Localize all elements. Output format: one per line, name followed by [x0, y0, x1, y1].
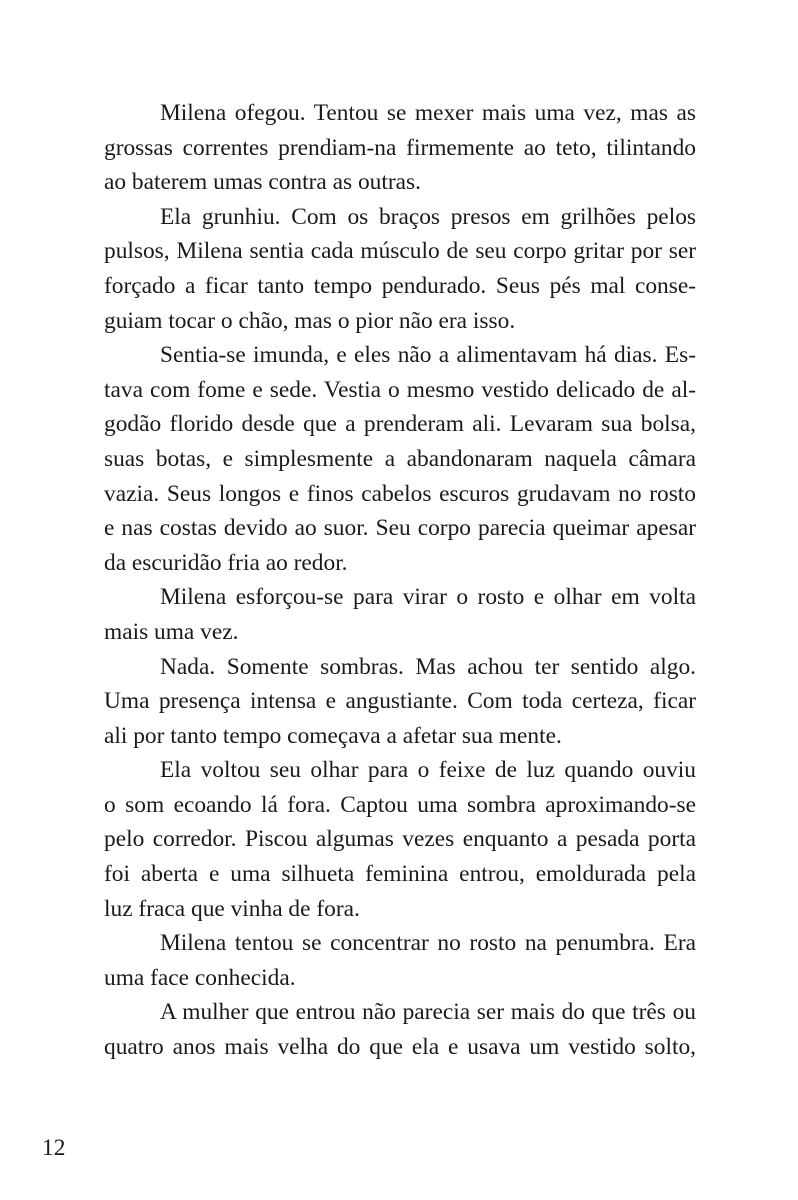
text-line: Uma presença intensa e angustiante. Com toda certeza, ficar [104, 688, 696, 715]
text-line: mais uma vez. [104, 618, 239, 645]
text-line: foi aberta e uma silhueta feminina entrou, emoldurada pela [104, 861, 696, 888]
text-line: quatro anos mais velha do que ela e usava um vestido solto, [104, 1034, 696, 1061]
text-line: o som ecoando lá fora. Captou uma sombra aproximando-se [104, 791, 696, 818]
text-line: pelo corredor. Piscou algumas vezes enquanto a pesada porta [104, 826, 696, 853]
text-line: Milena ofegou. Tentou se mexer mais uma vez, mas as [160, 100, 696, 126]
page-number: 12 [42, 1135, 66, 1161]
text-line: uma face conhecida. [104, 964, 296, 991]
text-line: vazia. Seus longos e finos cabelos escuros grudavam no rosto [104, 480, 696, 507]
text-line: Milena esforçou-se para virar o rosto e olhar em volta [160, 584, 696, 611]
text-line: ao baterem umas contra as outras. [104, 169, 421, 196]
text-line: guiam tocar o chão, mas o pior não era isso. [104, 307, 516, 334]
text-line: pulsos, Milena sentia cada músculo de seu corpo gritar por ser [104, 238, 696, 265]
text-line: suas botas, e simplesmente a abandonaram naquela câmara [104, 445, 696, 472]
paragraph [104, 650, 696, 754]
paragraph [104, 580, 696, 649]
text-line: e nas costas devido ao suor. Seu corpo parecia queimar apesar [104, 515, 696, 542]
text-line: Sentia-se imunda, e eles não a alimentavam há dias. Es- [160, 342, 696, 369]
text-line: grossas correntes prendiam-na firmemente ao teto, tilintando [104, 134, 696, 161]
paragraph [104, 995, 696, 1064]
text-line: luz fraca que vinha de fora. [104, 895, 360, 922]
text-line: Ela grunhiu. Com os braços presos em grilhões pelos [160, 203, 696, 230]
text-line: forçado a ficar tanto tempo pendurado. Seus pés mal conse- [104, 272, 696, 299]
text-line: Milena tentou se concentrar no rosto na penumbra. Era [160, 930, 696, 957]
paragraph [104, 926, 696, 995]
text-line: Nada. Somente sombras. Mas achou ter sentido algo. [160, 653, 696, 680]
text-line: godão florido desde que a prenderam ali. Levaram sua bolsa, [104, 411, 696, 438]
text-line: da escuridão fria ao redor. [104, 549, 348, 576]
paragraph [104, 96, 696, 200]
text-line: ali por tanto tempo começava a afetar sua mente. [104, 722, 562, 749]
paragraph [104, 338, 696, 580]
text-line: A mulher que entrou não parecia ser mais do que três ou [160, 999, 696, 1026]
paragraph [104, 200, 696, 338]
paragraph [104, 753, 696, 926]
text-line: tava com fome e sede. Vestia o mesmo vestido delicado de al- [104, 376, 696, 403]
page-body [104, 96, 696, 1065]
text-line: Ela voltou seu olhar para o feixe de luz quando ouviu [160, 757, 696, 784]
